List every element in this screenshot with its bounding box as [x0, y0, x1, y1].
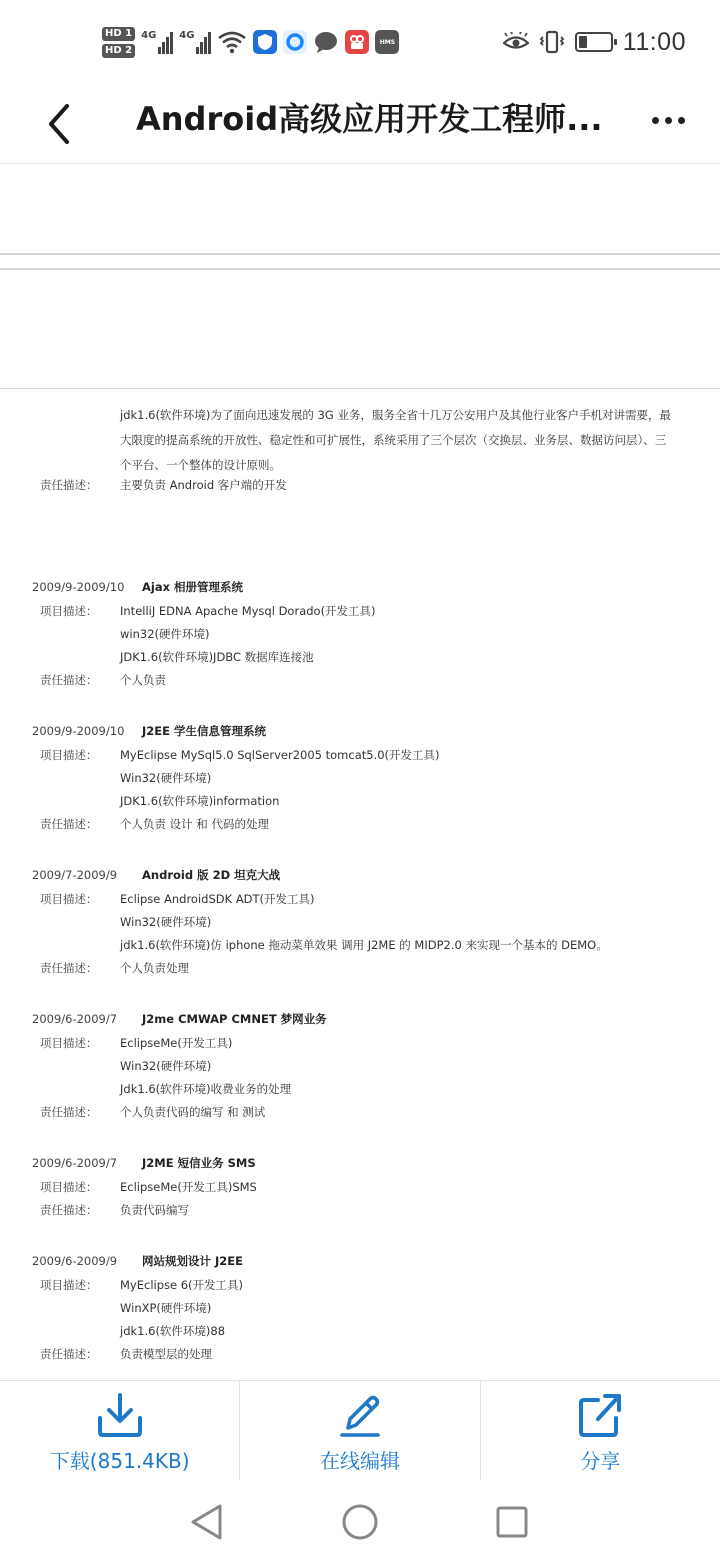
- signal1-label: 4G: [141, 30, 157, 41]
- action-bar: [0, 1380, 720, 1480]
- download-icon: [96, 1391, 144, 1439]
- status-clock: 11:00: [622, 27, 686, 56]
- status-left-icons: [102, 20, 399, 64]
- hms-app-icon: HMS: [375, 30, 399, 54]
- detail-value: 负责代码编写: [120, 1203, 189, 1217]
- detail-value: 个人负责代码的编写 和 测试: [120, 1105, 266, 1119]
- duty-value: 主要负责 Android 客户端的开发: [120, 478, 287, 492]
- detail-value: Win32(硬件环境): [120, 915, 212, 929]
- hd2-badge: HD 2: [102, 44, 135, 58]
- detail-label: 项目描述：: [40, 892, 98, 906]
- signal-icon: [141, 30, 173, 54]
- wifi-icon: [217, 30, 247, 54]
- project-date: 2009/9-2009/10: [32, 724, 125, 738]
- more-horizontal-icon: [652, 117, 659, 124]
- detail-label: 项目描述：: [40, 1180, 98, 1194]
- edit-pen-icon: [336, 1391, 384, 1439]
- more-dot: [678, 117, 685, 124]
- detail-value: jdk1.6(软件环境)仿 iphone 拖动菜单效果 调用 J2ME 的 MIDP2.0 来实现一个基本的 DEMO。: [120, 938, 608, 952]
- browser-app-icon: [283, 30, 307, 54]
- detail-value: JDK1.6(软件环境)information: [120, 794, 280, 808]
- project-name: J2me CMWAP CMNET 梦网业务: [142, 1012, 327, 1026]
- more-dot: [665, 117, 672, 124]
- project-name: J2ME 短信业务 SMS: [142, 1156, 256, 1170]
- detail-label: 项目描述：: [40, 1278, 98, 1292]
- battery-icon: [575, 32, 613, 52]
- detail-value: EclipseMe(开发工具): [120, 1036, 233, 1050]
- online-edit-label: 在线编辑: [319, 1449, 400, 1473]
- status-bar: [0, 0, 720, 84]
- detail-value: 个人负责 设计 和 代码的处理: [120, 817, 269, 831]
- detail-label: 项目描述：: [40, 748, 98, 762]
- detail-value: IntelliJ EDNA Apache Mysql Dorado(开发工具): [120, 604, 376, 618]
- nav-recents-button[interactable]: [490, 1500, 534, 1544]
- project-name: 网站规划设计 J2EE: [142, 1254, 243, 1268]
- title-bar: [0, 84, 720, 164]
- page-title: Android高级应用开发工程师...: [136, 100, 603, 138]
- duty-label: 责任描述：: [40, 478, 98, 492]
- detail-label: 责任描述：: [40, 961, 98, 975]
- online-edit-button[interactable]: [239, 1381, 479, 1480]
- signal-icon: [179, 30, 211, 54]
- nav-recents-icon: [494, 1504, 530, 1540]
- project-name: Ajax 相册管理系统: [142, 580, 244, 594]
- project-date: 2009/6-2009/7: [32, 1156, 118, 1170]
- chat-app-icon: [313, 30, 339, 54]
- detail-value: 负责模型层的处理: [120, 1347, 212, 1361]
- project-date: 2009/6-2009/9: [32, 1254, 118, 1268]
- detail-label: 责任描述：: [40, 1347, 98, 1361]
- detail-label: 责任描述：: [40, 817, 98, 831]
- project-name: J2EE 学生信息管理系统: [142, 724, 266, 738]
- back-button[interactable]: [34, 94, 84, 154]
- vibrate-icon: [539, 29, 565, 55]
- system-nav-bar: [0, 1480, 720, 1560]
- detail-label: 项目描述：: [40, 604, 98, 618]
- download-label: 下载(851.4KB): [49, 1449, 190, 1473]
- chevron-left-icon: [45, 103, 73, 145]
- shield-app-icon: [253, 30, 277, 54]
- hd-icon: [102, 27, 135, 58]
- detail-label: 责任描述：: [40, 1203, 98, 1217]
- detail-label: 项目描述：: [40, 1036, 98, 1050]
- detail-value: 个人负责处理: [120, 961, 189, 975]
- detail-value: MyEclipse 6(开发工具): [120, 1278, 244, 1292]
- detail-value: 个人负责: [120, 673, 166, 687]
- project-name: Android 版 2D 坦克大战: [142, 868, 281, 882]
- battery-fill: [579, 36, 587, 48]
- detail-value: Win32(硬件环境): [120, 771, 212, 785]
- share-label: 分享: [580, 1449, 621, 1473]
- video-app-icon: [345, 30, 369, 54]
- detail-label: 责任描述：: [40, 673, 98, 687]
- signal2-label: 4G: [179, 30, 195, 41]
- nav-home-button[interactable]: [338, 1500, 382, 1544]
- share-button[interactable]: [480, 1381, 720, 1480]
- detail-value: jdk1.6(软件环境)88: [120, 1324, 226, 1338]
- status-right-icons: [503, 22, 686, 62]
- page-break-line: [0, 253, 720, 255]
- detail-value: Eclipse AndroidSDK ADT(开发工具): [120, 892, 315, 906]
- detail-value: win32(硬件环境): [120, 627, 210, 641]
- detail-label: 责任描述：: [40, 1105, 98, 1119]
- page-break-line: [0, 268, 720, 270]
- eye-icon: [503, 32, 529, 52]
- share-icon: [576, 1391, 624, 1439]
- document-viewer[interactable]: [0, 388, 720, 1380]
- detail-value: Win32(硬件环境): [120, 1059, 212, 1073]
- nav-back-button[interactable]: [184, 1500, 228, 1544]
- download-button[interactable]: [0, 1381, 239, 1480]
- more-button[interactable]: [646, 100, 690, 140]
- detail-value: Jdk1.6(软件环境)收费业务的处理: [120, 1082, 292, 1096]
- hd1-badge: HD 1: [102, 27, 135, 41]
- nav-back-icon: [188, 1502, 224, 1542]
- detail-value: EclipseMe(开发工具)SMS: [120, 1180, 257, 1194]
- detail-value: WinXP(硬件环境): [120, 1301, 212, 1315]
- detail-value: JDK1.6(软件环境)JDBC 数据库连接池: [120, 650, 314, 664]
- project-date: 2009/7-2009/9: [32, 868, 118, 882]
- project-date: 2009/6-2009/7: [32, 1012, 118, 1026]
- detail-value: MyEclipse MySql5.0 SqlServer2005 tomcat5.0(开发工具): [120, 748, 440, 762]
- project-date: 2009/9-2009/10: [32, 580, 125, 594]
- nav-home-icon: [340, 1502, 380, 1542]
- title-divider: [0, 163, 720, 164]
- intro-paragraph: jdk1.6(软件环境)为了面向迅速发展的 3G 业务，服务全省十几万公安用户及其他行业客户手机对讲需要，最大限度的提高系统的开放性、稳定性和可扩展性，系统采用了三个层次（交换层、业务层、数据访问层）、三个平台、一个整体的设计原则。: [120, 408, 671, 472]
